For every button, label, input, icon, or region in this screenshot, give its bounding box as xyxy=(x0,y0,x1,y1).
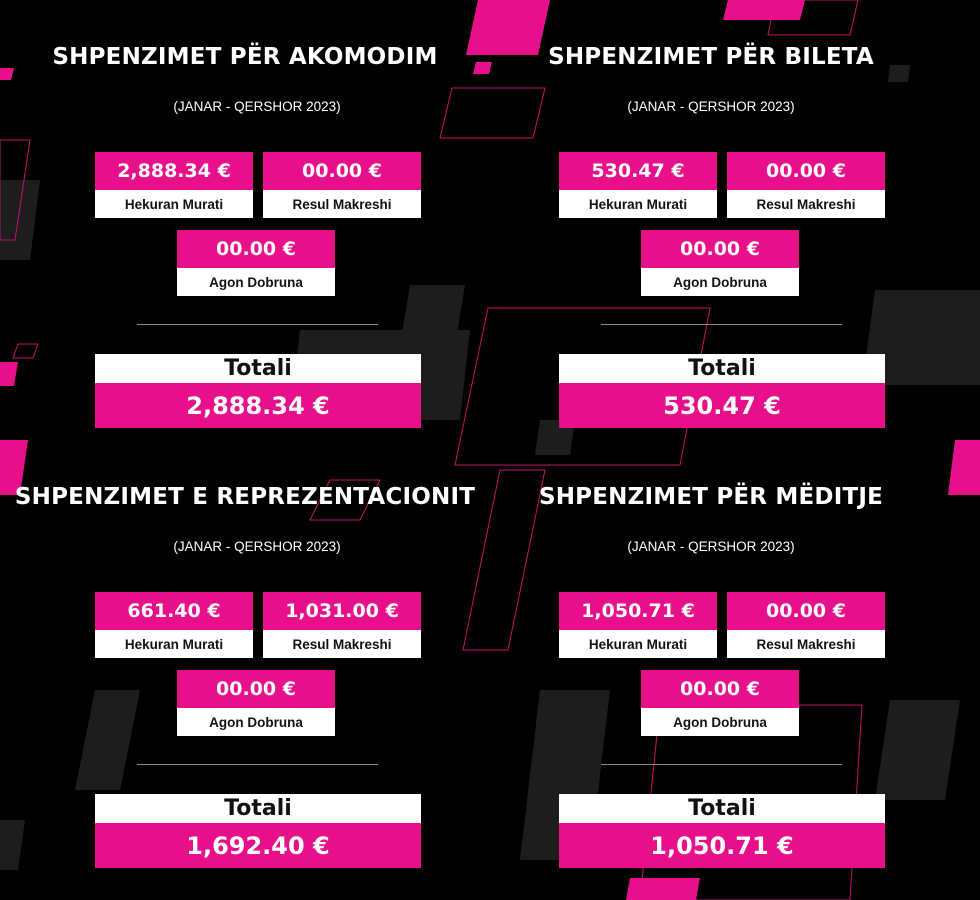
person-amount: 00.00 € xyxy=(641,670,799,708)
person-amount: 1,031.00 € xyxy=(263,592,421,630)
total-box xyxy=(95,794,421,868)
panel-per-diem xyxy=(490,440,980,890)
total-label: Totali xyxy=(559,354,885,383)
total-label: Totali xyxy=(95,354,421,383)
panel-title: SHPENZIMET PËR BILETA xyxy=(548,44,874,70)
person-name: Hekuran Murati xyxy=(559,630,717,658)
person-name: Resul Makreshi xyxy=(727,630,885,658)
total-value: 530.47 € xyxy=(559,383,885,428)
person-amount: 661.40 € xyxy=(95,592,253,630)
divider xyxy=(137,324,378,325)
panel-period: (JANAR - QERSHOR 2023) xyxy=(173,99,341,114)
person-amount: 2,888.34 € xyxy=(95,152,253,190)
person-amount: 00.00 € xyxy=(641,230,799,268)
total-value: 1,050.71 € xyxy=(559,823,885,868)
person-card xyxy=(559,152,717,218)
person-card xyxy=(263,592,421,658)
person-name: Resul Makreshi xyxy=(263,190,421,218)
person-name: Hekuran Murati xyxy=(95,190,253,218)
total-box xyxy=(559,354,885,428)
total-value: 1,692.40 € xyxy=(95,823,421,868)
divider xyxy=(601,324,842,325)
total-box xyxy=(95,354,421,428)
panel-title: SHPENZIMET PËR MËDITJE xyxy=(538,484,884,510)
person-amount: 00.00 € xyxy=(263,152,421,190)
total-label: Totali xyxy=(559,794,885,823)
divider xyxy=(137,764,378,765)
person-card xyxy=(727,592,885,658)
person-amount: 00.00 € xyxy=(177,230,335,268)
panel-title: SHPENZIMET E REPREZENTACIONIT xyxy=(14,484,476,510)
panel-tickets xyxy=(490,0,980,450)
person-card xyxy=(95,592,253,658)
person-card xyxy=(95,152,253,218)
person-card xyxy=(559,592,717,658)
panel-period: (JANAR - QERSHOR 2023) xyxy=(173,539,341,554)
panel-period: (JANAR - QERSHOR 2023) xyxy=(627,99,795,114)
person-name: Agon Dobruna xyxy=(641,268,799,296)
panel-representation xyxy=(0,440,490,890)
person-card xyxy=(641,670,799,736)
divider xyxy=(601,764,842,765)
person-amount: 00.00 € xyxy=(727,592,885,630)
person-card xyxy=(177,230,335,296)
panel-title: SHPENZIMET PËR AKOMODIM xyxy=(52,44,438,70)
person-name: Resul Makreshi xyxy=(263,630,421,658)
panel-accommodation xyxy=(0,0,490,450)
panel-period: (JANAR - QERSHOR 2023) xyxy=(627,539,795,554)
person-card xyxy=(177,670,335,736)
person-name: Hekuran Murati xyxy=(559,190,717,218)
total-label: Totali xyxy=(95,794,421,823)
total-box xyxy=(559,794,885,868)
person-card xyxy=(263,152,421,218)
person-name: Agon Dobruna xyxy=(177,268,335,296)
person-amount: 530.47 € xyxy=(559,152,717,190)
person-name: Resul Makreshi xyxy=(727,190,885,218)
person-amount: 00.00 € xyxy=(727,152,885,190)
total-value: 2,888.34 € xyxy=(95,383,421,428)
person-name: Hekuran Murati xyxy=(95,630,253,658)
person-amount: 00.00 € xyxy=(177,670,335,708)
person-card xyxy=(641,230,799,296)
person-amount: 1,050.71 € xyxy=(559,592,717,630)
person-card xyxy=(727,152,885,218)
person-name: Agon Dobruna xyxy=(177,708,335,736)
person-name: Agon Dobruna xyxy=(641,708,799,736)
